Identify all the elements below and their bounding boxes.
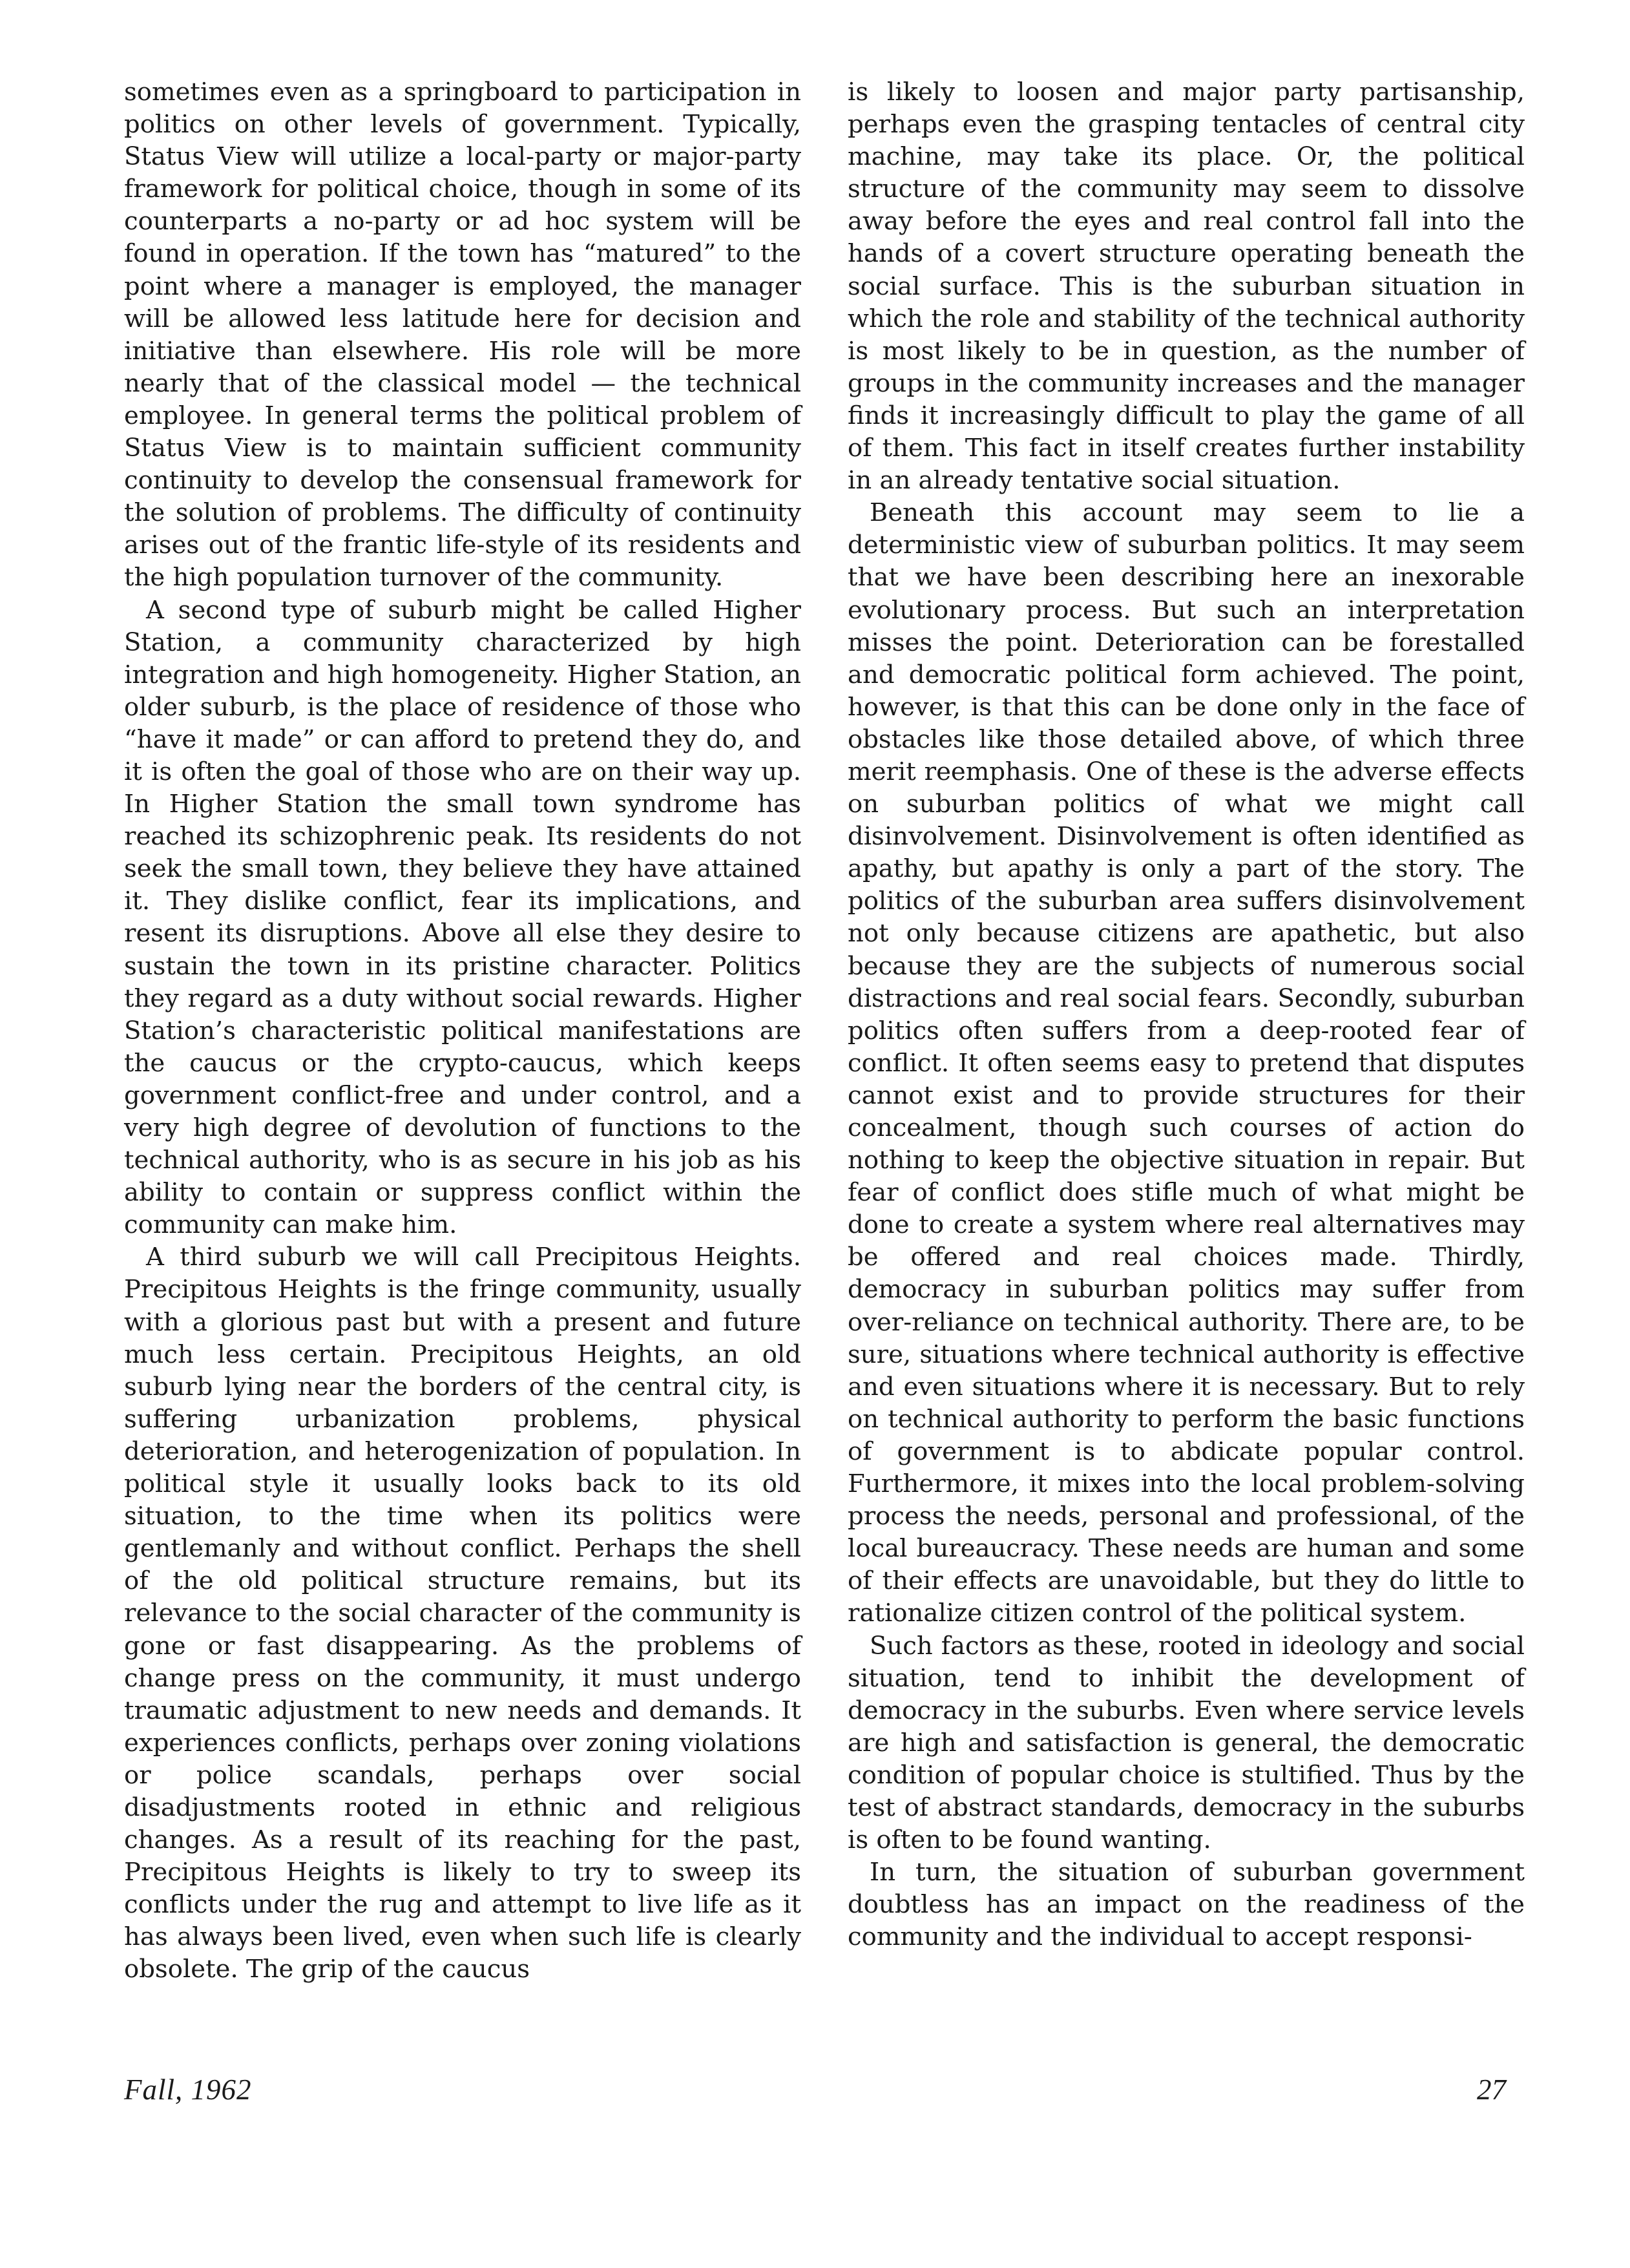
- left-text-column: [124, 76, 801, 1986]
- left-paragraph-2: A second type of suburb might be called Higher Station, a community characterized by high integration and high homogeneity. Higher Station, an older suburb, is the place of residence of those who “have it made” or can afford to pretend they do, and it is often the goal of those who are on their way up. In Higher Station the small town syndrome has reached its schizophrenic peak. Its residents do not seek the small town, they believe they have attained it. They dislike conflict, fear its implications, and resent its disruptions. Above all else they desire to sustain the town in its pristine character. Politics they regard as a duty without social rewards. Higher Station’s characteristic political manifestations are the caucus or the crypto-caucus, which keeps government conflict-free and under control, and a very high degree of devolution of functions to the technical authority, who is as secure in his job as his ability to contain or suppress conflict within the community can make him.: [124, 595, 802, 1240]
- right-paragraph-1: is likely to loosen and major party partisanship, perhaps even the grasping tentacles of central city machine, may take its place. Or, the political structure of the community may seem to dissolve away before the eyes and real control fall into the hands of a covert structure operating beneath the social surface. This is the suburban situation in which the role and stability of the technical authority is most likely to be in question, as the number of groups in the community increases and the manager finds it increasingly difficult to play the game of all of them. This fact in itself creates further instability in an already tentative social situation.: [848, 78, 1525, 496]
- footer-page-number: 27: [1477, 2074, 1506, 2106]
- right-text-column: [848, 76, 1525, 1953]
- right-paragraph-3: Such factors as these, rooted in ideology and social situation, tend to inhibit the development of democracy in the suburbs. Even where service levels are high and satisfaction is general, the democratic condition of popular choice is stultified. Thus by the test of abstract standards, democracy in the suburbs is often to be found wanting.: [848, 1631, 1525, 1855]
- right-paragraph-4: In turn, the situation of suburban government doubtless has an impact on the readiness of the community and the individual to accept responsi-: [848, 1858, 1525, 1952]
- footer-issue-date: Fall, 1962: [124, 2074, 252, 2106]
- left-paragraph-1: sometimes even as a springboard to participation in politics on other levels of government. Typically, Status View will utilize a local-party or major-party framework for political choice, though in some of its counterparts a no-party or ad hoc system will be found in operation. If the town has “matured” to the point where a manager is employed, the manager will be allowed less latitude here for decision and initiative than elsewhere. His role will be more nearly that of the classical model — the technical employee. In general terms the political problem of Status View is to maintain sufficient community continuity to develop the consensual framework for the solution of problems. The difficulty of continuity arises out of the frantic life-style of its residents and the high population turnover of the community.: [124, 78, 801, 593]
- left-paragraph-3: A third suburb we will call Precipitous Heights. Precipitous Heights is the fringe community, usually with a glorious past but with a present and future much less certain. Precipitous Heights, an old suburb lying near the borders of the central city, is suffering urbanization problems, physical deterioration, and heterogenization of population. In political style it usually looks back to its old situation, to the time when its politics were gentlemanly and without conflict. Perhaps the shell of the old political structure remains, but its relevance to the social character of the community is gone or fast disappearing. As the problems of change press on the community, it must undergo traumatic adjustment to new needs and demands. It experiences conflicts, perhaps over zoning violations or police scandals, perhaps over social disadjustments rooted in ethnic and religious changes. As a result of its reaching for the past, Precipitous Heights is likely to try to sweep its conflicts under the rug and attempt to live life as it has always been lived, even when such life is clearly obsolete. The grip of the caucus: [124, 1243, 801, 1984]
- right-paragraph-2: Beneath this account may seem to lie a deterministic view of suburban politics. It may seem that we have been describing here an inexorable evolutionary process. But such an interpretation misses the point. Deterioration can be forestalled and democratic political form achieved. The point, however, is that this can be done only in the face of obstacles like those detailed above, of which three merit reemphasis. One of these is the adverse effects on suburban politics of what we might call disinvolvement. Disinvolvement is often identified as apathy, but apathy is only a part of the story. The politics of the suburban area suffers disinvolvement not only because citizens are apathetic, but also because they are the subjects of numerous social distractions and real social fears. Secondly, suburban politics often suffers from a deep-rooted fear of conflict. It often seems easy to pretend that disputes cannot exist and to provide structures for their concealment, though such courses of action do nothing to keep the objective situation in repair. But fear of conflict does stifle much of what might be done to create a system where real alternatives may be offered and real choices made. Thirdly, democracy in suburban politics may suffer from over-reliance on technical authority. There are, to be sure, situations where technical authority is effective and even situations where it is necessary. But to rely on technical authority to perform the basic functions of government is to abdicate popular control. Furthermore, it mixes into the local problem-solving process the needs, personal and professional, of the local bureaucracy. These needs are human and some of their effects are unavoidable, but they do little to rationalize citizen control of the political system.: [848, 498, 1525, 1628]
